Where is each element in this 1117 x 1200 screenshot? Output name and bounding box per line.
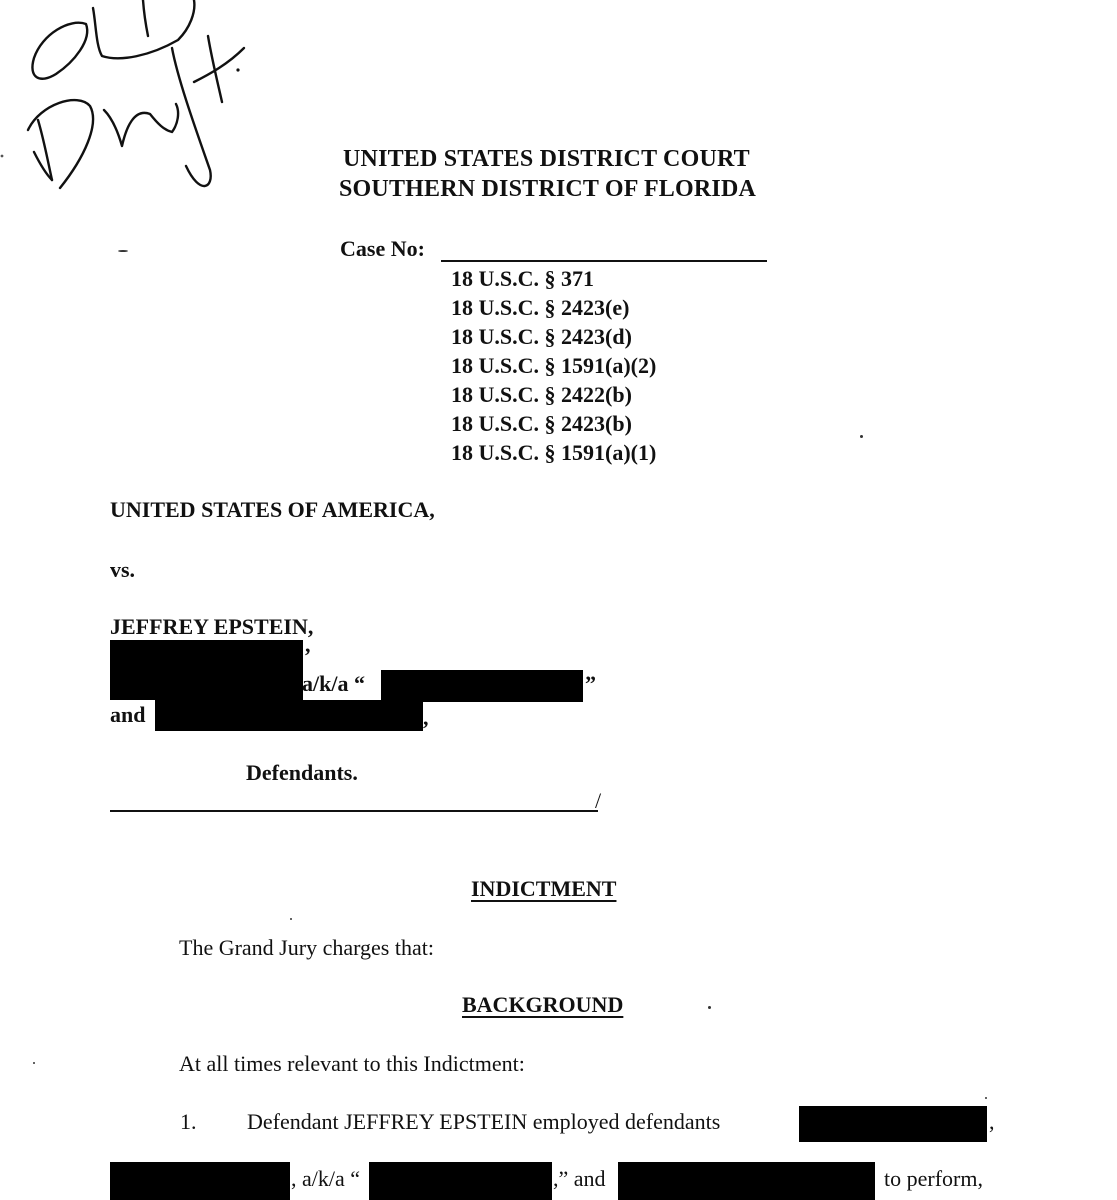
background-title: BACKGROUND [462, 992, 624, 1017]
defendant-epstein: JEFFREY EPSTEIN, [110, 614, 314, 639]
caption-closing-line [110, 810, 598, 812]
versus-label: vs. [110, 557, 136, 582]
redacted-employee-1 [799, 1106, 987, 1142]
redacted-alias-2 [369, 1162, 552, 1200]
statute-item: 18 U.S.C. § 1591(a)(1) [451, 440, 657, 465]
defendants-label: Defendants. [246, 760, 358, 785]
paragraph1-and: ,” and [553, 1166, 606, 1191]
handwritten-old-draft-annotation [0, 0, 260, 200]
scan-speck [33, 1062, 35, 1064]
aka-label: a/k/a “ [302, 671, 365, 696]
scan-speck [118, 250, 128, 252]
defendant2-comma: , [305, 632, 311, 657]
caption-closing-slash: / [595, 788, 602, 813]
paragraph1-comma: , [989, 1109, 995, 1134]
scan-speck [860, 435, 863, 438]
case-number-label: Case No: [340, 236, 425, 261]
paragraph1-text-a: Defendant JEFFREY EPSTEIN employed defendants [247, 1109, 721, 1134]
statute-item: 18 U.S.C. § 2423(e) [451, 295, 630, 320]
redacted-employee-3 [618, 1162, 875, 1200]
statute-item: 18 U.S.C. § 371 [451, 266, 595, 291]
statute-list [451, 264, 656, 467]
scan-speck [290, 918, 292, 920]
plaintiff-name: UNITED STATES OF AMERICA, [110, 497, 435, 522]
statute-item: 18 U.S.C. § 2422(b) [451, 382, 632, 407]
paragraph1-aka: , a/k/a “ [291, 1166, 361, 1191]
redacted-defendant-name-2 [110, 640, 303, 700]
relevant-times-intro: At all times relevant to this Indictment: [179, 1051, 525, 1076]
grand-jury-intro: The Grand Jury charges that: [179, 935, 434, 960]
statute-item: 18 U.S.C. § 2423(b) [451, 411, 632, 436]
redacted-alias [381, 670, 583, 702]
paragraph1-to-perform: to perform, [884, 1166, 983, 1191]
statute-item: 18 U.S.C. § 1591(a)(2) [451, 353, 657, 378]
defendant3-comma: , [423, 705, 429, 730]
scan-speck [708, 1006, 711, 1009]
scan-speck [985, 1097, 987, 1099]
aka-close-quote: ” [585, 671, 596, 696]
statute-item: 18 U.S.C. § 2423(d) [451, 324, 632, 349]
ink-dot [236, 68, 239, 71]
redacted-defendant-name-3 [155, 700, 423, 731]
case-number-blank-line [441, 260, 767, 262]
court-name-line2: SOUTHERN DISTRICT OF FLORIDA [339, 176, 757, 202]
paragraph-number: 1. [180, 1109, 197, 1134]
court-name-line1: UNITED STATES DISTRICT COURT [343, 146, 750, 172]
and-label: and [110, 702, 146, 727]
indictment-title: INDICTMENT [471, 876, 617, 901]
redacted-employee-2 [110, 1162, 290, 1200]
